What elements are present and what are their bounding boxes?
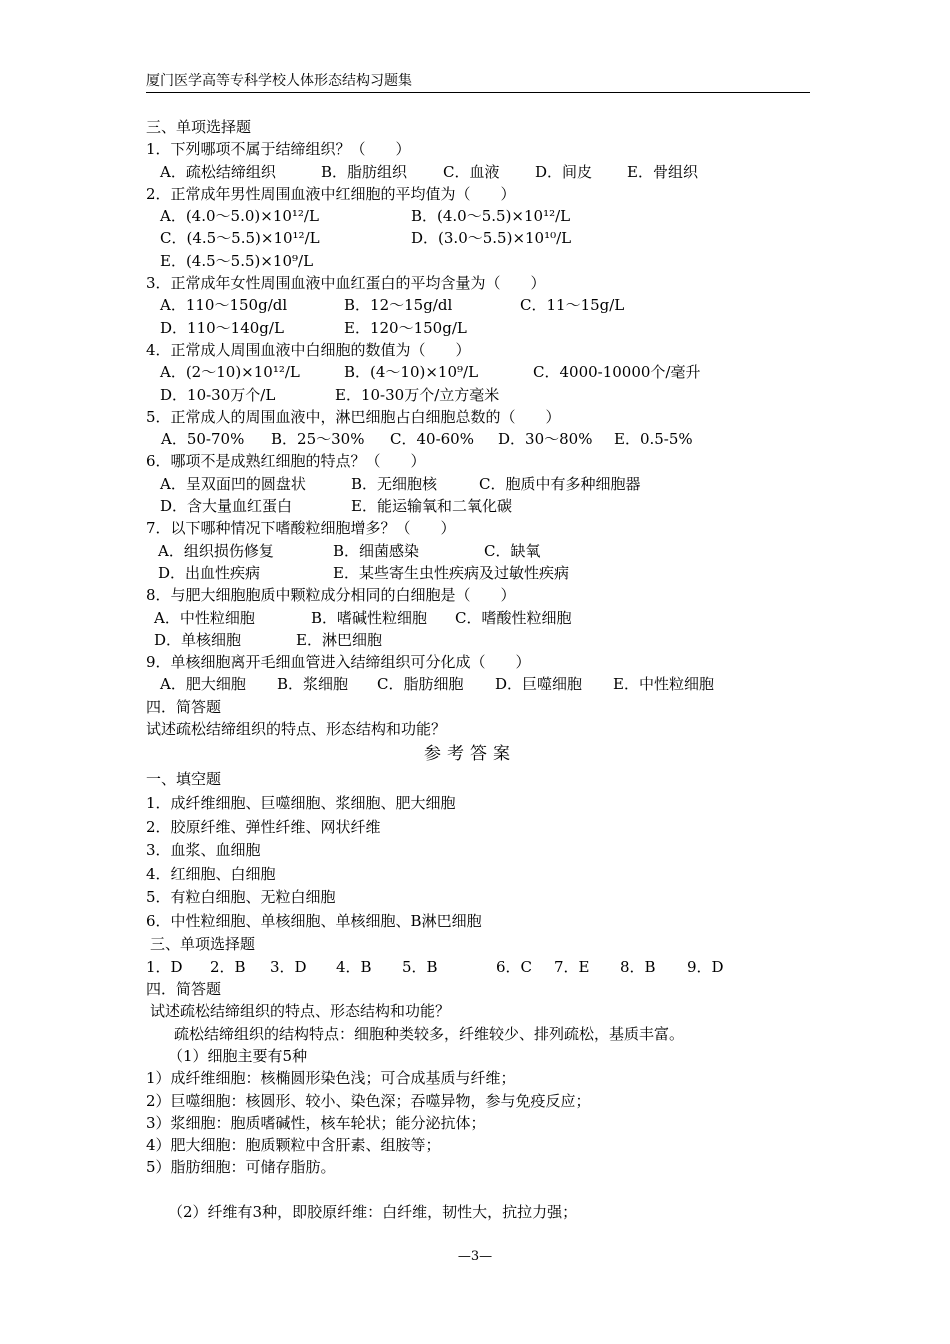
cells-heading: （1）细胞主要有5种 [168, 1046, 308, 1065]
header-title: 厦门医学高等专科学校人体形态结构习题集 [146, 73, 412, 89]
option-a: A．呈双面凹的圆盘状 [160, 474, 306, 493]
question-2-options-row2 [146, 227, 810, 249]
choice-answer-1: 1．D [146, 957, 183, 976]
option-c: C．4000-10000个/毫升 [533, 363, 701, 382]
option-d: D．巨噬细胞 [495, 675, 583, 694]
section-heading: 三、单项选择题 [146, 118, 252, 136]
cell-type-1: 1）成纤维细胞：核椭圆形染色浅；可合成基质与纤维； [146, 1069, 516, 1088]
option-d: D．单核细胞 [154, 630, 242, 649]
choice-answer-4: 4．B [336, 957, 372, 976]
page-number: —3— [457, 1249, 493, 1264]
choice-answer-2: 2．B [210, 957, 246, 976]
option-e: E．骨组织 [627, 162, 698, 181]
option-e: E．120～150g/L [344, 318, 467, 337]
choice-answers [146, 956, 810, 978]
option-c: C．血液 [443, 162, 500, 181]
question-8-options-row2 [146, 629, 810, 651]
option-b: B．12～15g/dl [344, 296, 453, 315]
option-e: E．10-30万个/立方毫米 [335, 385, 500, 404]
option-d: D．间皮 [535, 162, 593, 181]
question-2-options-row1 [146, 205, 810, 227]
answers-title: 参考答案 [424, 744, 516, 765]
fill-answer-6: 6．中性粒细胞、单核细胞、单核细胞、B淋巴细胞 [146, 911, 482, 930]
question-8-stem: 8．与肥大细胞胞质中颗粒成分相同的白细胞是（ ） [146, 586, 516, 605]
option-b: B．(4.0～5.5)×10¹²/L [411, 207, 571, 226]
question-9-stem: 9．单核细胞离开毛细血管进入结缔组织可分化成（ ） [146, 653, 531, 672]
question-6-options-row2 [146, 495, 810, 517]
option-a: A．(4.0～5.0)×10¹²/L [160, 207, 319, 226]
fill-answer-1: 1．成纤维细胞、巨噬细胞、浆细胞、肥大细胞 [146, 793, 456, 812]
option-c: C．11～15g/L [520, 296, 625, 315]
fill-answer-4: 4．红细胞、白细胞 [146, 864, 276, 883]
question-9-options [146, 673, 810, 695]
option-b: B．(4～10)×10⁹/L [344, 363, 479, 382]
short-answer-restated-question: 试述疏松结缔组织的特点、形态结构和功能？ [150, 1002, 451, 1021]
choice-answer-3: 3．D [270, 957, 307, 976]
option-b: B．无细胞核 [351, 474, 438, 493]
question-6-stem: 6．哪项不是成熟红细胞的特点？（ ） [146, 452, 426, 471]
cell-type-4: 4）肥大细胞：胞质颗粒中含肝素、组胺等； [146, 1136, 441, 1155]
option-b: B．25～30% [271, 430, 365, 449]
question-2-options-row3 [146, 250, 810, 272]
question-5-options [146, 428, 810, 450]
short-answer-section-heading: 四．简答题 [146, 980, 222, 999]
document-body [146, 116, 810, 1223]
choice-answer-5: 5．B [402, 957, 438, 976]
option-b: B．浆细胞 [277, 675, 349, 694]
option-c: C．胞质中有多种细胞器 [479, 474, 641, 493]
fibers-line: （2）纤维有3种，即胶原纤维：白纤维，韧性大，抗拉力强； [168, 1202, 578, 1221]
cell-type-5: 5）脂肪细胞：可储存脂肪。 [146, 1158, 336, 1177]
question-3-options-row2 [146, 317, 810, 339]
option-c: C．缺氧 [484, 541, 541, 560]
question-7-options-row2 [146, 562, 810, 584]
choice-answer-8: 8．B [620, 957, 656, 976]
question-1-stem: 1．下列哪项不属于结缔组织？（ ） [146, 140, 411, 159]
option-a: A．(2～10)×10¹²/L [160, 363, 300, 382]
option-e: E．某些寄生虫性疾病及过敏性疾病 [333, 563, 569, 582]
option-d: D．110～140g/L [160, 318, 284, 337]
cell-type-3: 3）浆细胞：胞质嗜碱性，核车轮状；能分泌抗体； [146, 1113, 486, 1132]
option-b: B．脂肪组织 [321, 162, 408, 181]
option-d: D．(3.0～5.5)×10¹⁰/L [411, 229, 572, 248]
option-d: D．出血性疾病 [158, 563, 261, 582]
question-8-options-row1 [146, 607, 810, 629]
question-7-options-row1 [146, 540, 810, 562]
fill-answer-2: 2．胶原纤维、弹性纤维、网状纤维 [146, 817, 381, 836]
option-c: C．40-60% [390, 430, 474, 449]
option-a: A．110～150g/dl [160, 296, 288, 315]
option-e: E．(4.5～5.5)×10⁹/L [160, 251, 314, 270]
question-3-stem: 3．正常成年女性周围血液中血红蛋白的平均含量为（ ） [146, 274, 546, 293]
short-answer-question: 试述疏松结缔组织的特点、形态结构和功能？ [146, 720, 447, 739]
option-c: C．脂肪细胞 [377, 675, 464, 694]
cell-type-2: 2）巨噬细胞：核圆形、较小、染色深；吞噬异物，参与免疫反应； [146, 1091, 591, 1110]
question-1-options [146, 161, 810, 183]
option-d: D．10-30万个/L [160, 385, 276, 404]
option-a: A．中性粒细胞 [154, 608, 255, 627]
question-2-stem: 2．正常成年男性周围血液中红细胞的平均值为（ ） [146, 184, 516, 203]
choice-answer-6: 6．C [496, 957, 533, 976]
option-e: E．0.5-5% [614, 430, 693, 449]
choice-answers-heading: 三、单项选择题 [150, 935, 256, 954]
option-d: D．30～80% [498, 430, 593, 449]
option-b: B．嗜碱性粒细胞 [311, 608, 428, 627]
option-a: A．肥大细胞 [160, 675, 246, 694]
option-e: E．能运输氧和二氧化碳 [351, 497, 512, 516]
option-e: E．淋巴细胞 [296, 630, 382, 649]
choice-answer-7: 7．E [554, 957, 590, 976]
choice-answer-9: 9．D [687, 957, 724, 976]
question-4-stem: 4．正常成人周围血液中白细胞的数值为（ ） [146, 340, 471, 359]
option-a: A．组织损伤修复 [158, 541, 274, 560]
option-a: A．50-70% [161, 430, 245, 449]
option-c: C．(4.5～5.5)×10¹²/L [160, 229, 320, 248]
option-c: C．嗜酸性粒细胞 [455, 608, 572, 627]
fill-answer-5: 5．有粒白细胞、无粒白细胞 [146, 888, 336, 907]
question-7-stem: 7．以下哪种情况下嗜酸粒细胞增多？（ ） [146, 519, 456, 538]
question-5-stem: 5．正常成人的周围血液中，淋巴细胞占白细胞总数的（ ） [146, 407, 561, 426]
question-4-options-row1 [146, 361, 810, 383]
option-d: D．含大量血红蛋白 [160, 497, 293, 516]
option-b: B．细菌感染 [333, 541, 420, 560]
question-3-options-row1 [146, 294, 810, 316]
page-header [146, 72, 810, 93]
question-6-options-row1 [146, 473, 810, 495]
option-a: A．疏松结缔组织 [160, 162, 276, 181]
question-4-options-row2 [146, 384, 810, 406]
fill-answer-3: 3．血浆、血细胞 [146, 841, 261, 860]
fill-heading: 一、填空题 [146, 770, 222, 789]
short-answer-heading: 四．简答题 [146, 697, 222, 716]
structure-summary: 疏松结缔组织的结构特点：细胞种类较多，纤维较少、排列疏松，基质丰富。 [174, 1024, 685, 1043]
option-e: E．中性粒细胞 [613, 675, 714, 694]
